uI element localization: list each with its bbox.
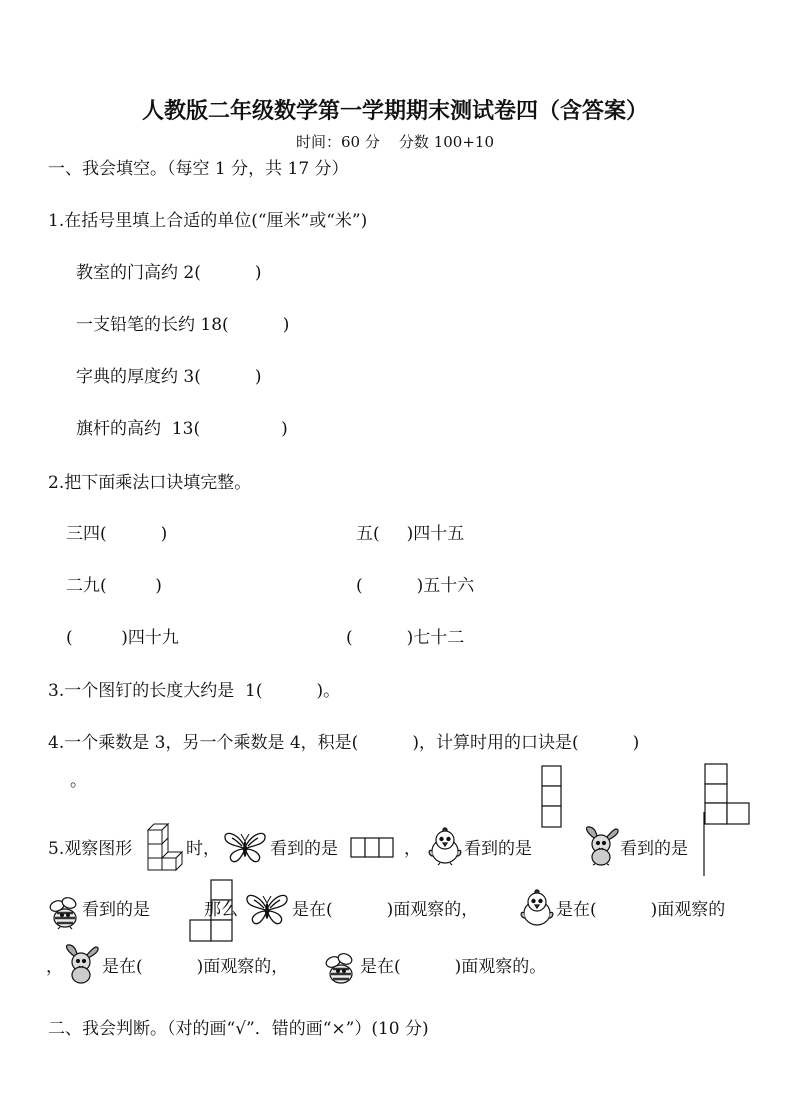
question-1-item: 字典的厚度约 3( ) — [76, 367, 262, 387]
question-5-text: 是在( )面观察的。 — [360, 957, 547, 977]
view-option-figure-column — [540, 764, 564, 830]
section-heading-true-false: 二、我会判断。（对的画“√”．错的画“×”）(10 分) — [48, 1019, 429, 1039]
question-5-text: 是在( )面观察的， — [102, 957, 289, 977]
bee-icon — [324, 950, 358, 986]
question-5-text: 是在( )面观察的， — [292, 900, 479, 920]
chick-icon — [426, 826, 464, 866]
cube-stack-figure — [146, 822, 186, 872]
question-5-text: ， — [404, 839, 421, 859]
view-answer-figure — [350, 837, 396, 859]
question-2-item: 五( )四十五 — [356, 524, 465, 544]
question-2-prompt: 2.把下面乘法口诀填完整。 — [48, 473, 252, 493]
question-5-text: 看到的是 — [464, 839, 532, 859]
question-5-text: 是在( )面观察的 — [556, 900, 726, 920]
question-3: 3.一个图钉的长度大约是 1( )。 — [48, 681, 341, 701]
question-2-item: 三四( ) — [66, 524, 168, 544]
butterfly-icon — [244, 892, 290, 926]
question-5-text: 看到的是 — [620, 839, 688, 859]
question-5-text: ， — [46, 957, 63, 977]
question-5-text: 时， — [186, 839, 220, 859]
rabbit-icon — [582, 826, 620, 866]
exam-info: 时间：60 分 分数 100+10 — [296, 133, 494, 151]
question-2-item: ( )五十六 — [356, 576, 475, 596]
rabbit-icon — [62, 944, 100, 984]
page-title: 人教版二年级数学第一学期期末测试卷四（含答案） — [141, 99, 648, 124]
question-5-text: 看到的是 — [82, 900, 150, 920]
question-5-text: 5.观察图形 — [48, 839, 133, 859]
question-5-text: 看到的是 — [270, 839, 338, 859]
question-1-item: 一支铅笔的长约 18( ) — [76, 315, 290, 335]
divider-line — [702, 812, 706, 878]
question-1-item: 教室的门高约 2( ) — [76, 263, 262, 283]
question-1-item: 旗杆的高约 13( ) — [76, 419, 288, 439]
question-2-item: ( )七十二 — [346, 628, 465, 648]
bee-icon — [48, 894, 82, 930]
butterfly-icon — [222, 830, 268, 864]
question-4-line-1: 4.一个乘数是 3，另一个乘数是 4，积是( )，计算时用的口诀是( ) — [48, 733, 640, 753]
question-4-line-2: 。 — [70, 771, 87, 791]
section-heading-fill-in: 一、我会填空。（每空 1 分，共 17 分） — [48, 159, 349, 179]
question-2-item: ( )四十九 — [66, 628, 179, 648]
question-1-prompt: 1.在括号里填上合适的单位(“厘米”或“米”) — [48, 211, 368, 231]
view-option-figure-l-shape — [702, 762, 752, 828]
chick-icon — [518, 888, 556, 928]
question-5-text: 那么 — [204, 900, 238, 920]
question-2-item: 二九( ) — [66, 576, 162, 596]
